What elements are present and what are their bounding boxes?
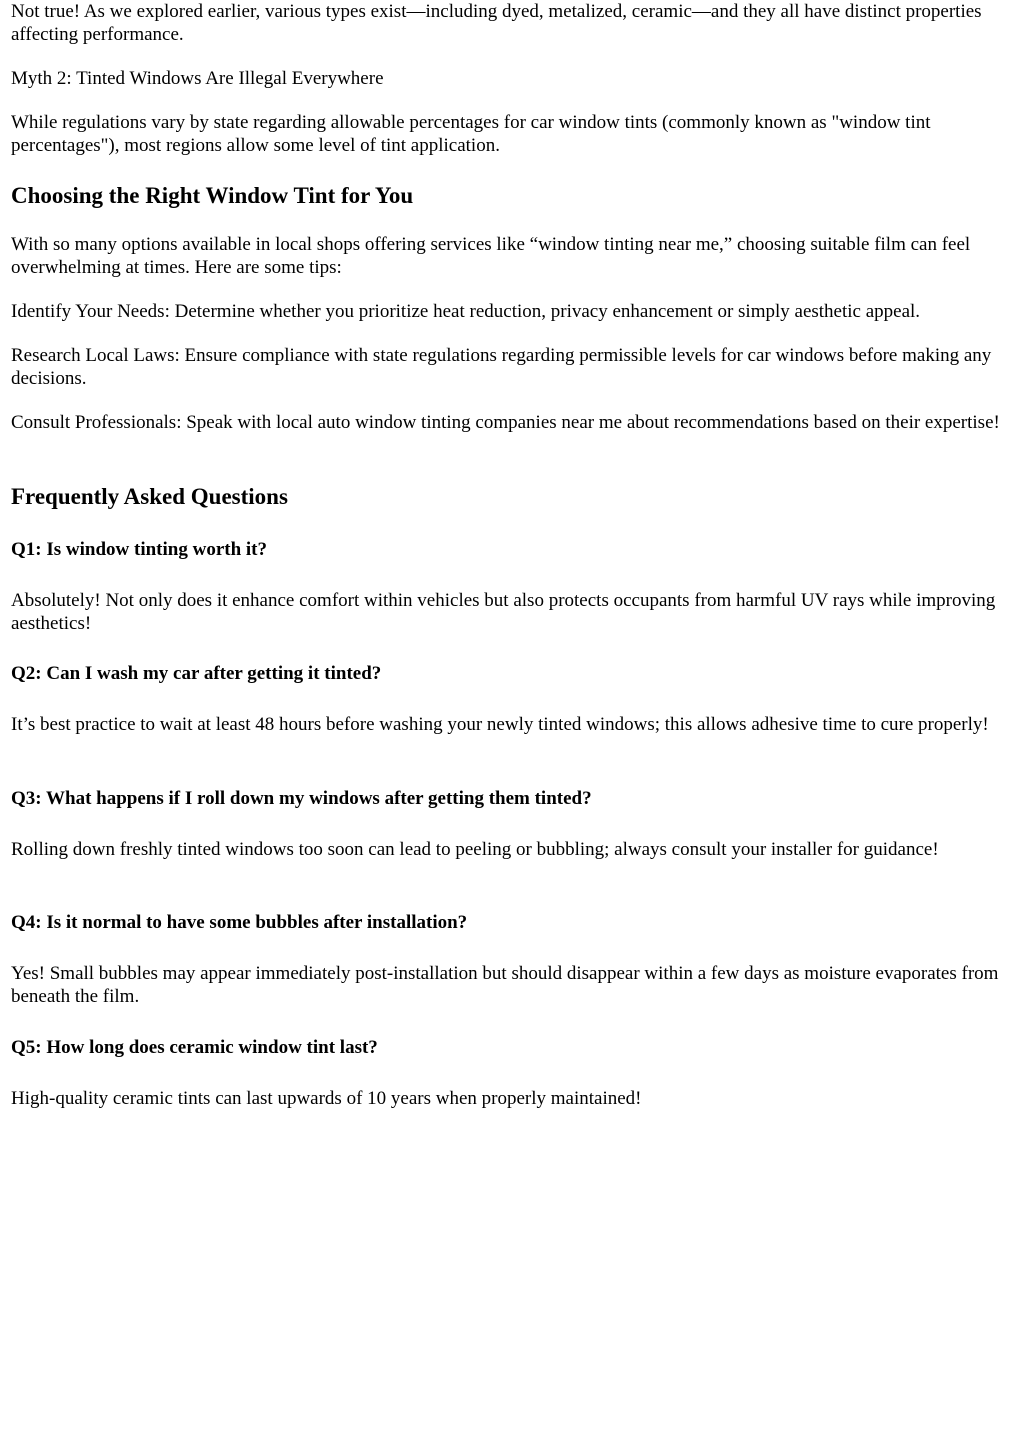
tip-item: Research Local Laws: Ensure compliance with state regulations regarding permissible levels for car windows before making any decisions.	[11, 345, 992, 389]
faq-question: Q1: Is window tinting worth it?	[11, 539, 267, 560]
intro-paragraph: Not true! As we explored earlier, various types exist—including dyed, metalized, ceramic—and they all have distinct properties affecting performance.	[11, 1, 982, 45]
faq-answer: Rolling down freshly tinted windows too soon can lead to peeling or bubbling; always consult your installer for guidance!	[11, 839, 939, 860]
faq-answer: It’s best practice to wait at least 48 hours before washing your newly tinted windows; this allows adhesive time to cure properly!	[11, 714, 989, 735]
faq-answer: High-quality ceramic tints can last upwards of 10 years when properly maintained!	[11, 1088, 642, 1109]
faq-question: Q4: Is it normal to have some bubbles after installation?	[11, 912, 468, 933]
myth2-paragraph: While regulations vary by state regarding allowable percentages for car window tints (commonly known as "window tint percentages"), most regions allow some level of tint application.	[11, 112, 931, 156]
tip-item: Identify Your Needs: Determine whether you prioritize heat reduction, privacy enhancement or simply aesthetic appeal.	[11, 301, 921, 322]
faq-heading: Frequently Asked Questions	[11, 484, 288, 509]
tip-item: Consult Professionals: Speak with local auto window tinting companies near me about recommendations based on their expertise!	[11, 412, 1000, 433]
faq-question: Q3: What happens if I roll down my windows after getting them tinted?	[11, 788, 592, 809]
choosing-heading: Choosing the Right Window Tint for You	[11, 183, 414, 208]
faq-question: Q5: How long does ceramic window tint last?	[11, 1037, 378, 1058]
faq-question: Q2: Can I wash my car after getting it tinted?	[11, 663, 382, 684]
myth2-title: Myth 2: Tinted Windows Are Illegal Everywhere	[11, 68, 384, 89]
faq-answer: Absolutely! Not only does it enhance comfort within vehicles but also protects occupants from harmful UV rays while improving aesthetics!	[11, 590, 996, 634]
choosing-intro-paragraph: With so many options available in local shops offering services like “window tinting near me,” choosing suitable film can feel overwhelming at times. Here are some tips:	[11, 234, 971, 278]
faq-answer: Yes! Small bubbles may appear immediately post-installation but should disappear within a few days as moisture evaporates from beneath the film.	[11, 963, 999, 1007]
